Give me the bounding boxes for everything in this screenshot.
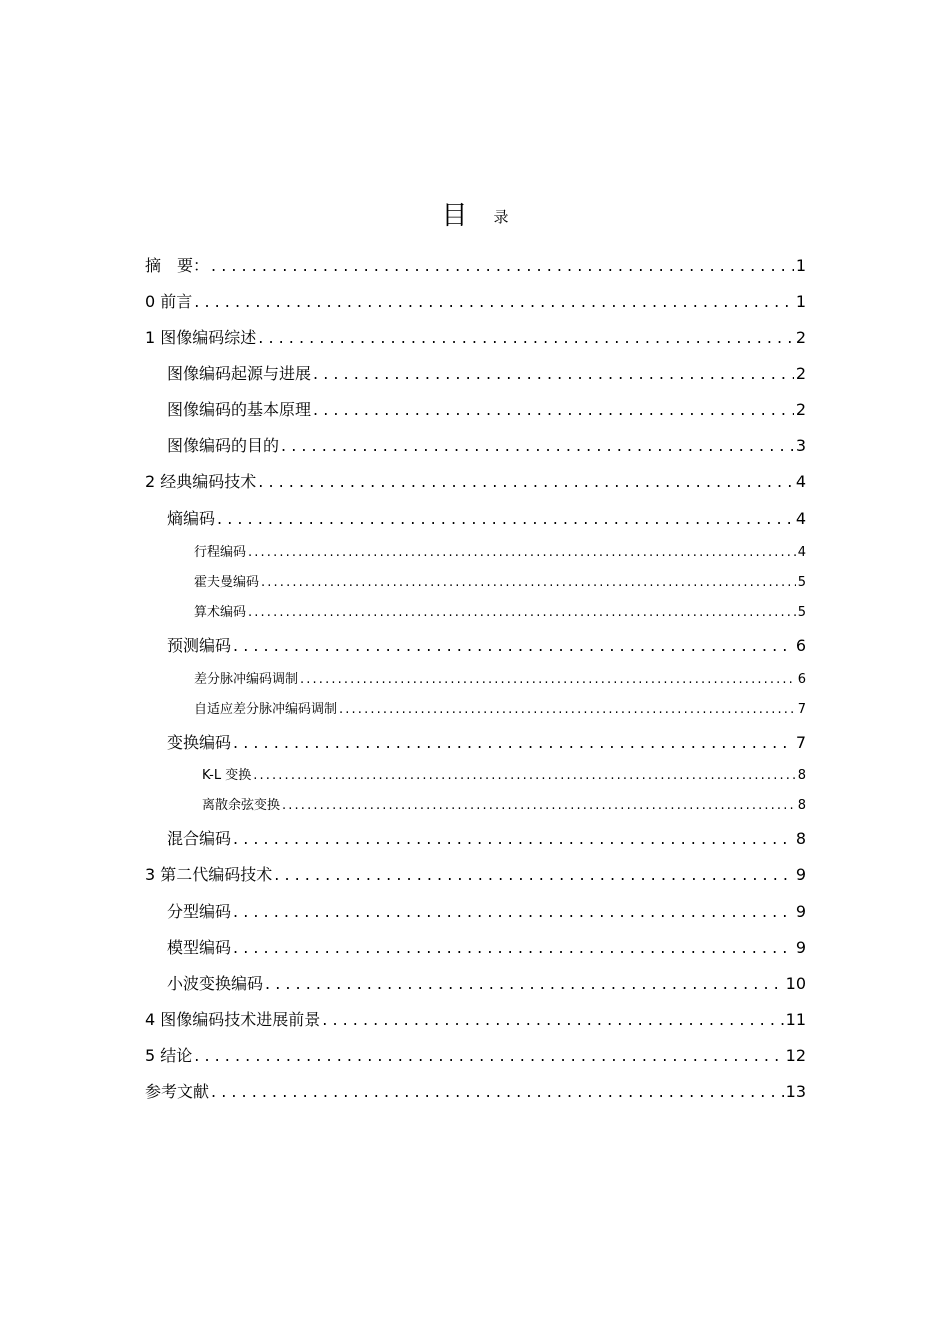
dot-leader xyxy=(233,733,794,752)
toc-entry-label: 离散余弦变换 xyxy=(202,798,281,813)
toc-entry-label: 小波变换编码 xyxy=(167,974,264,993)
dot-leader xyxy=(281,436,794,455)
toc-entry-label: 熵编码 xyxy=(167,509,216,528)
dot-leader xyxy=(282,798,796,813)
toc-entry-subsection[interactable] xyxy=(194,601,806,620)
dot-leader xyxy=(211,256,794,275)
dot-leader xyxy=(253,768,795,783)
toc-entry-label: 4 图像编码技术进展前景 xyxy=(145,1010,321,1029)
toc-entry-section[interactable] xyxy=(167,506,806,529)
toc-entry-page: 2 xyxy=(795,328,806,347)
toc-entry-label: 自适应差分脉冲编码调制 xyxy=(194,702,338,717)
toc-entry-chapter-5[interactable] xyxy=(145,1043,806,1066)
toc-entry-page: 7 xyxy=(795,733,806,752)
toc-entry-section[interactable] xyxy=(167,971,806,994)
toc-entry-subsection[interactable] xyxy=(202,794,806,813)
toc-entry-label: 混合编码 xyxy=(167,829,232,848)
toc-entry-label: 行程编码 xyxy=(194,545,247,560)
toc-entry-label: 3 第二代编码技术 xyxy=(145,865,273,884)
dot-leader xyxy=(248,605,796,620)
toc-entry-label: 图像编码的基本原理 xyxy=(167,400,312,419)
dot-leader xyxy=(233,636,794,655)
toc-entry-page: 3 xyxy=(795,436,806,455)
toc-entry-subsection[interactable] xyxy=(194,698,806,717)
toc-entry-page: 1 xyxy=(795,292,806,311)
dot-leader xyxy=(194,292,794,311)
dot-leader xyxy=(233,938,794,957)
toc-entry-subsection[interactable] xyxy=(202,764,806,783)
toc-entry-page: 9 xyxy=(795,938,806,957)
toc-entry-page: 6 xyxy=(795,636,806,655)
dot-leader xyxy=(265,974,784,993)
dot-leader xyxy=(258,328,794,347)
toc-entry-page: 4 xyxy=(797,545,806,560)
dot-leader xyxy=(233,829,794,848)
dot-leader xyxy=(211,1082,784,1101)
toc-entry-label: 模型编码 xyxy=(167,938,232,957)
toc-entry-page: 8 xyxy=(797,768,806,783)
toc-title xyxy=(0,195,950,232)
toc-entry-label: 0 前言 xyxy=(145,292,193,311)
dot-leader xyxy=(194,1046,783,1065)
toc-entry-section[interactable] xyxy=(167,633,806,656)
toc-entry-page: 5 xyxy=(797,605,806,620)
toc-entry-label: 摘 要： xyxy=(145,256,210,275)
toc-entry-section[interactable] xyxy=(167,730,806,753)
dot-leader xyxy=(217,509,794,528)
toc-entry-label: 图像编码的目的 xyxy=(167,436,280,455)
toc-entry-page: 2 xyxy=(795,364,806,383)
toc-entry-label: 变换编码 xyxy=(167,733,232,752)
toc-entry-preface[interactable] xyxy=(145,289,806,312)
toc-entry-subsection[interactable] xyxy=(194,541,806,560)
toc-entry-page: 10 xyxy=(785,974,806,993)
dot-leader xyxy=(322,1010,783,1029)
toc-entry-page: 12 xyxy=(785,1046,806,1065)
toc-entry-section[interactable] xyxy=(167,361,806,384)
toc-entry-label: 算术编码 xyxy=(194,605,247,620)
toc-entry-page: 11 xyxy=(785,1010,806,1029)
toc-entry-page: 4 xyxy=(795,472,806,491)
toc-entry-section[interactable] xyxy=(167,397,806,420)
toc-title-char-2: 录 xyxy=(493,208,509,226)
toc-entry-references[interactable] xyxy=(145,1079,806,1102)
toc-entry-label: 霍夫曼编码 xyxy=(194,575,260,590)
toc-entry-abstract[interactable] xyxy=(145,253,806,276)
toc-entry-page: 9 xyxy=(795,865,806,884)
toc-entry-chapter-4[interactable] xyxy=(145,1007,806,1030)
toc-entry-label: 图像编码起源与进展 xyxy=(167,364,312,383)
toc-entry-label: 预测编码 xyxy=(167,636,232,655)
toc-entry-label: K-L 变换 xyxy=(202,768,252,783)
toc-entry-section[interactable] xyxy=(167,899,806,922)
toc-entry-page: 1 xyxy=(795,256,806,275)
toc-entry-page: 8 xyxy=(795,829,806,848)
toc-entry-section[interactable] xyxy=(167,433,806,456)
dot-leader xyxy=(313,364,794,383)
toc-entry-page: 9 xyxy=(795,902,806,921)
dot-leader xyxy=(261,575,796,590)
dot-leader xyxy=(300,672,796,687)
toc-entry-chapter-2[interactable] xyxy=(145,469,806,492)
dot-leader xyxy=(339,702,796,717)
toc-entry-page: 6 xyxy=(797,672,806,687)
toc-entry-label: 参考文献 xyxy=(145,1082,210,1101)
toc-entry-page: 2 xyxy=(795,400,806,419)
toc-entry-chapter-3[interactable] xyxy=(145,862,806,885)
toc-entry-page: 5 xyxy=(797,575,806,590)
toc-entry-section[interactable] xyxy=(167,826,806,849)
toc-entry-subsection[interactable] xyxy=(194,668,806,687)
dot-leader xyxy=(313,400,794,419)
toc-entry-page: 8 xyxy=(797,798,806,813)
toc-title-char-1: 目 xyxy=(441,201,468,231)
dot-leader xyxy=(258,472,794,491)
toc-entry-section[interactable] xyxy=(167,935,806,958)
toc-entry-page: 13 xyxy=(785,1082,806,1101)
toc-entry-label: 1 图像编码综述 xyxy=(145,328,257,347)
toc-entry-label: 分型编码 xyxy=(167,902,232,921)
toc-entry-label: 2 经典编码技术 xyxy=(145,472,257,491)
toc-entry-label: 5 结论 xyxy=(145,1046,193,1065)
toc-entry-subsection[interactable] xyxy=(194,571,806,590)
toc-entry-chapter-1[interactable] xyxy=(145,325,806,348)
toc-entry-page: 4 xyxy=(795,509,806,528)
dot-leader xyxy=(248,545,796,560)
dot-leader xyxy=(233,902,794,921)
toc-entry-page: 7 xyxy=(797,702,806,717)
toc-entry-label: 差分脉冲编码调制 xyxy=(194,672,299,687)
dot-leader xyxy=(274,865,794,884)
